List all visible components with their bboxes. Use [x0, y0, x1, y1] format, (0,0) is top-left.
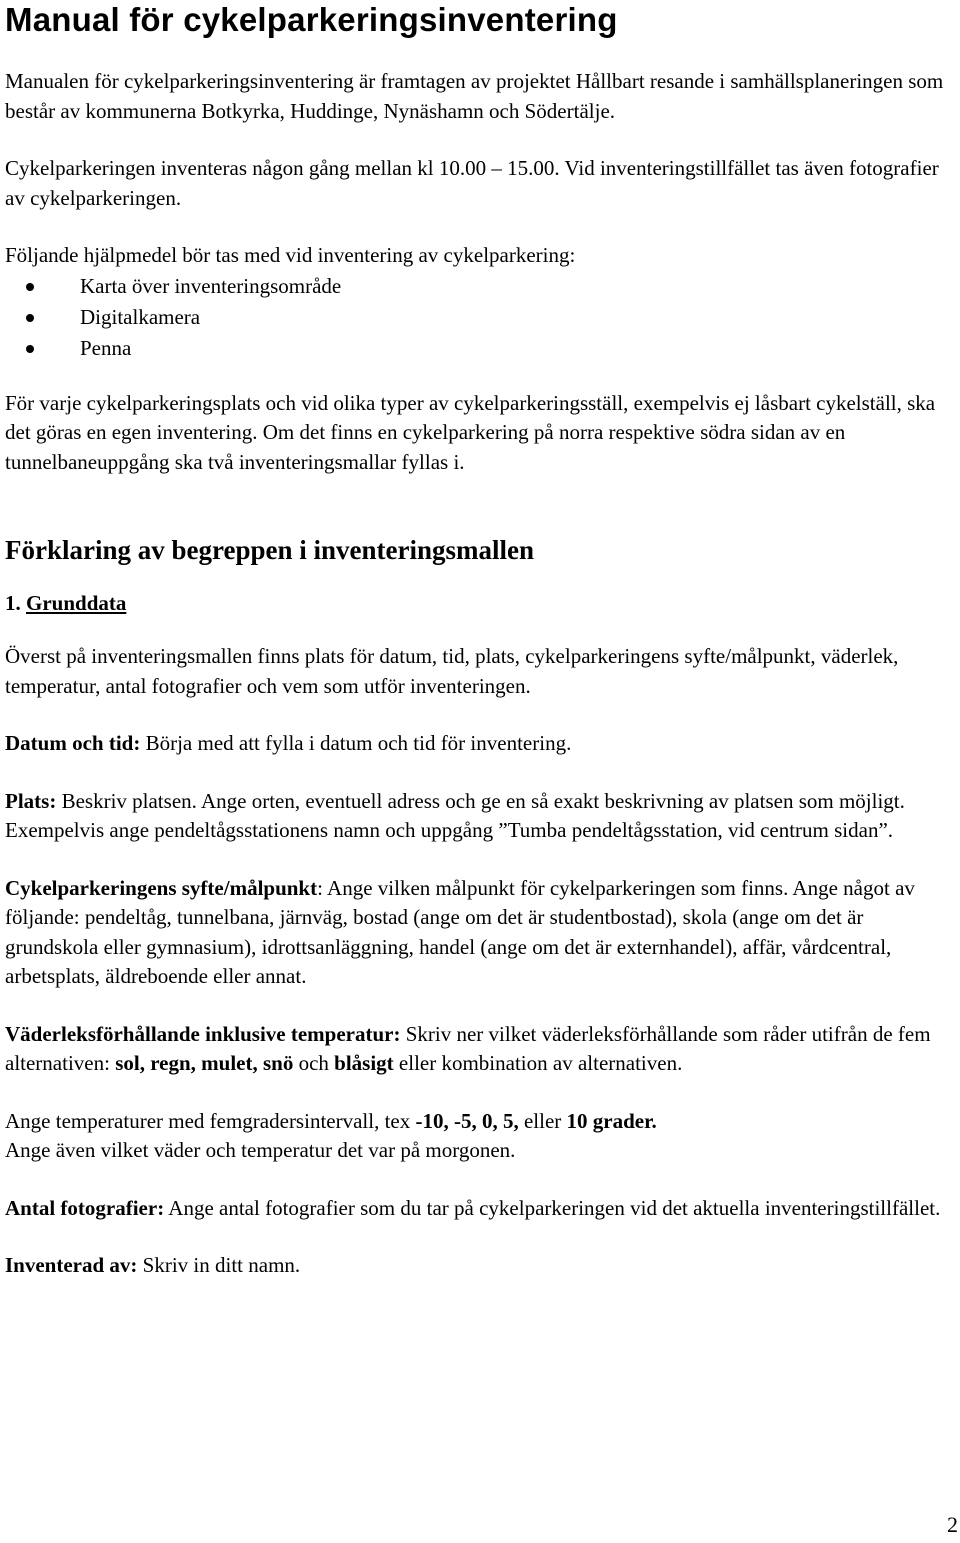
definition-temperature: [5, 1107, 950, 1166]
list-item-label: Penna: [80, 335, 132, 360]
definition-label: Plats:: [5, 788, 57, 813]
definition-text: Ange antal fotografier som du tar på cykelparkeringen vid det aktuella inventeringstillfället.: [164, 1195, 941, 1220]
tools-intro-paragraph: Följande hjälpmedel bör tas med vid inventering av cykelparkering:: [5, 243, 576, 267]
definition-text: eller kombination av alternativen.: [393, 1051, 683, 1075]
list-item: [5, 302, 950, 333]
definition-text: Skriv in ditt namn.: [137, 1253, 301, 1277]
tools-list: [5, 271, 950, 364]
subsection-title: Grunddata: [26, 591, 127, 615]
section-heading: Förklaring av begreppen i inventeringsmallen: [5, 535, 535, 565]
list-item-label: Digitalkamera: [80, 304, 201, 329]
definition-label: Cykelparkeringens syfte/målpunkt: [5, 875, 318, 900]
definition-label: Inventerad av:: [5, 1253, 138, 1277]
intro-paragraph: Manualen för cykelparkeringsinventering är framtagen av projektet Hållbart resande i samhällsplaneringen som består av kommunerna Botkyrka, Huddinge, Nynäshamn och Södertälje.: [5, 69, 944, 123]
definition-text: : Ange vilken målpunkt för cykelparkeringen som finns. Ange något av följande: pendeltåg, tunnelbana, järnväg, bostad (ange om det är studentbostad), skola (ange om det är grundskola eller gymnasium), idrottsanläggning, handel (ange om det är externhandel), affär, vårdcentral, arbetsplats, äldreboende eller annat.: [5, 875, 915, 988]
subsection-heading: [5, 589, 950, 618]
bullet-icon: [26, 283, 34, 291]
definition-label: Väderleksförhållande inklusive temperatur:: [5, 1021, 401, 1046]
list-item: [5, 271, 950, 302]
each-place-paragraph: För varje cykelparkeringsplats och vid olika typer av cykelparkeringsställ, exempelvis ej låsbart cykelställ, ska det göras en egen inventering. Om det finns en cykelparkering på norra respektive södra sidan av en tunnelbaneuppgång ska två inventeringsmallar fyllas i.: [5, 390, 936, 474]
definition-vader: [5, 1020, 950, 1079]
list-item-label: Karta över inventeringsområde: [80, 273, 342, 298]
page-number: 2: [947, 1512, 958, 1537]
definition-text: Beskriv platsen. Ange orten, eventuell adress och ge en så exakt beskrivning av platsen som möjligt. Exempelvis ange pendeltågsstationens namn och uppgång ”Tumba pendeltågsstation, vid centrum sidan”.: [5, 788, 905, 842]
definition-syfte: [5, 874, 950, 992]
document-title: Manual för cykelparkeringsinventering: [5, 1, 618, 38]
definition-text: och: [293, 1051, 335, 1075]
definition-datum: [5, 729, 950, 759]
temperature-last-value: 10 grader.: [566, 1108, 657, 1133]
temperature-values: -10, -5, 0, 5,: [415, 1108, 519, 1133]
definition-text: Skriv ner vilket väderleksförhållande som råder utifrån de fem alternativen:: [5, 1021, 931, 1075]
weather-alternative-windy: blåsigt: [334, 1051, 394, 1075]
bullet-icon: [26, 314, 34, 322]
definition-text: Ange temperaturer med femgradersintervall, tex: [5, 1108, 416, 1133]
definition-foto: [5, 1194, 950, 1224]
bullet-icon: [26, 345, 34, 353]
definition-label: Datum och tid:: [5, 731, 141, 755]
definition-label: Antal fotografier:: [5, 1195, 165, 1220]
definition-inventerad: [5, 1251, 950, 1281]
definition-text: eller: [518, 1108, 567, 1133]
list-item: [5, 333, 950, 364]
grunddata-intro-paragraph: Överst på inventeringsmallen finns plats för datum, tid, plats, cykelparkeringens syfte/målpunkt, väderlek, temperatur, antal fotografier och vem som utför inventeringen.: [5, 644, 899, 698]
definition-text: Börja med att fylla i datum och tid för inventering.: [140, 731, 572, 755]
subsection-number: 1.: [5, 591, 21, 615]
inventory-time-paragraph: Cykelparkeringen inventeras någon gång mellan kl 10.00 – 15.00. Vid inventeringstillfället tas även fotografier av cykelparkeringen.: [5, 156, 939, 210]
definition-plats: [5, 787, 950, 846]
definition-text: Ange även vilket väder och temperatur det var på morgonen.: [5, 1138, 516, 1162]
weather-alternatives: sol, regn, mulet, snö: [115, 1051, 294, 1075]
document-page: [5, 0, 950, 1281]
